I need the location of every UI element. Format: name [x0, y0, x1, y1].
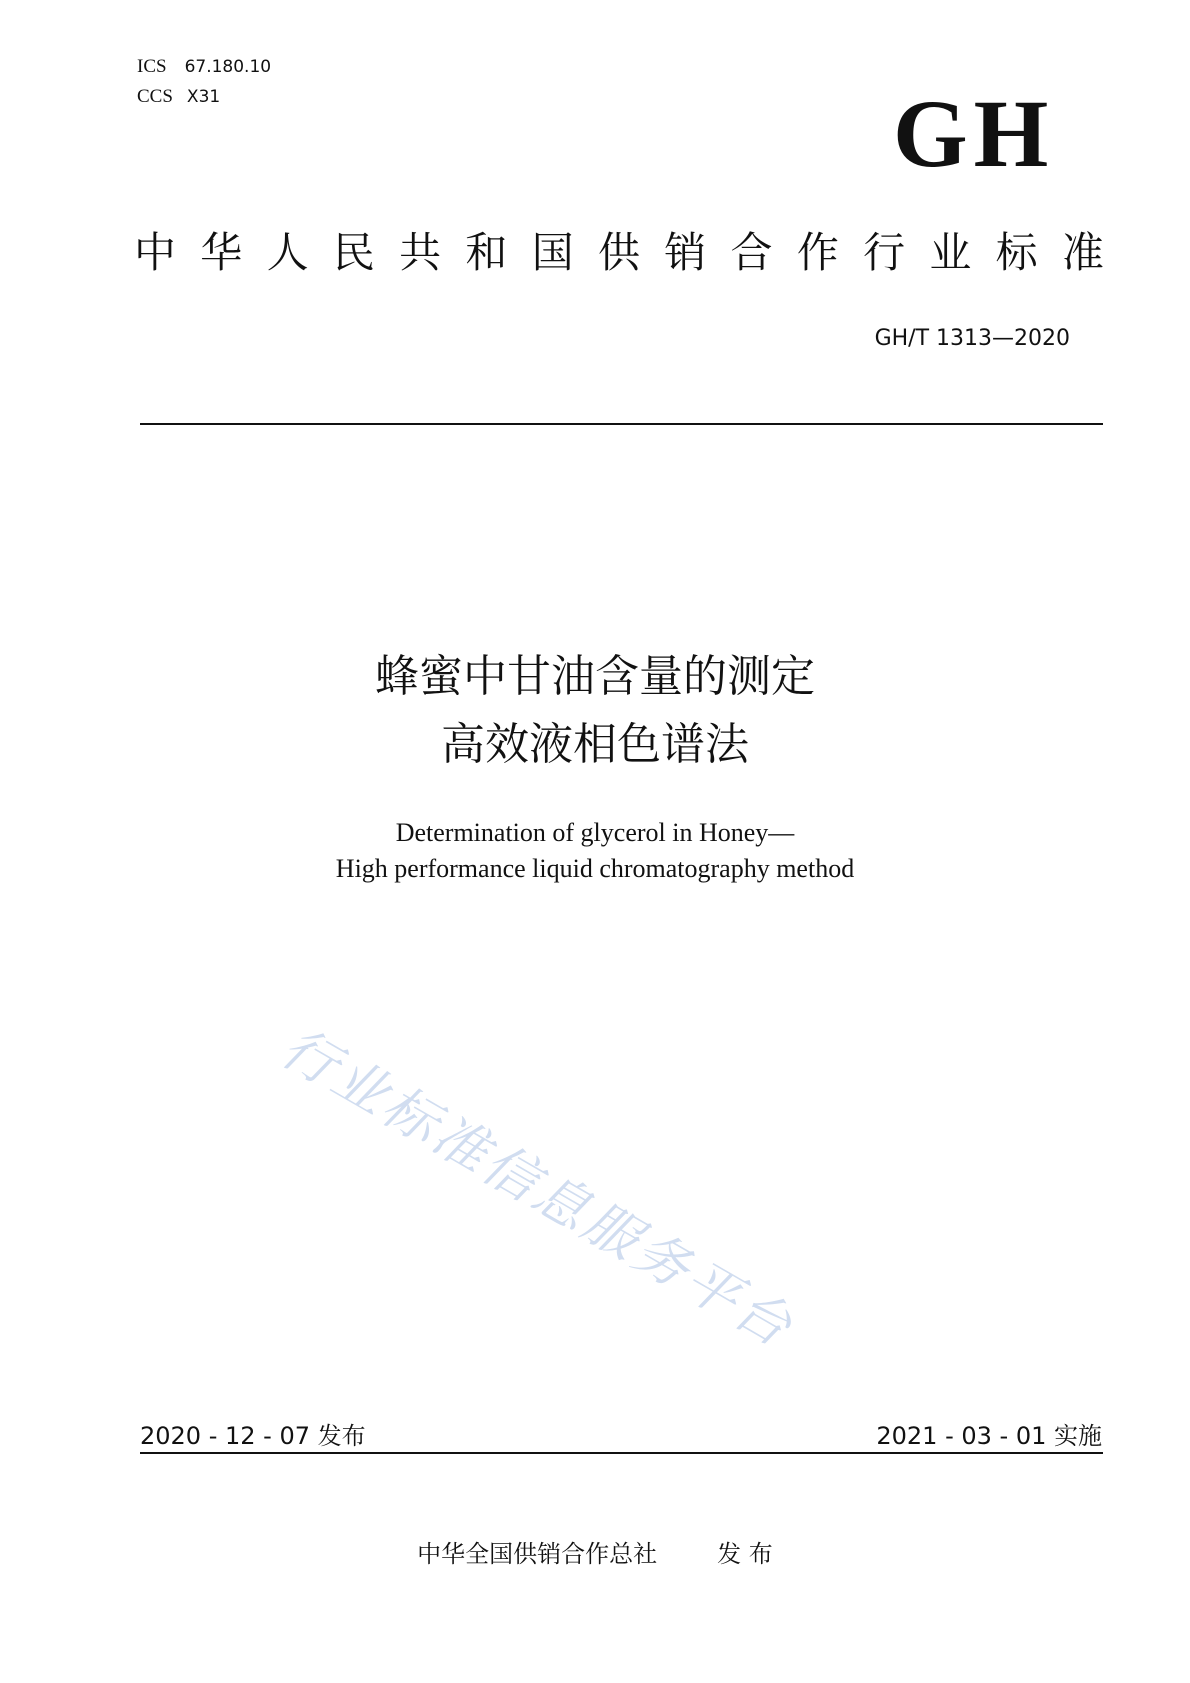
- standard-title-char: 和: [465, 228, 508, 277]
- issue-date-line: [140, 1416, 366, 1451]
- standard-title-char: 销: [664, 228, 707, 277]
- standard-title-char: 国: [531, 228, 574, 277]
- gh-logo: GH: [893, 80, 1055, 187]
- implement-date-line: [876, 1416, 1102, 1451]
- title-cn-line1: 蜂蜜中甘油含量的测定: [375, 651, 815, 702]
- standard-title-char: 共: [399, 228, 442, 277]
- ics-line: [137, 56, 271, 78]
- standard-category-title: [134, 228, 1104, 277]
- standard-title-char: 作: [796, 228, 839, 277]
- title-en-line1: Determination of glycerol in Honey—: [395, 818, 795, 847]
- standard-title-char: 行: [863, 228, 906, 277]
- standard-title-char: 人: [266, 228, 309, 277]
- standard-title-char: 中: [134, 228, 177, 277]
- issue-label: 发布: [317, 1422, 366, 1450]
- standard-title-char: 华: [200, 228, 243, 277]
- title-cn-line2: 高效液相色谱法: [441, 719, 749, 770]
- issue-date: 2020 - 12 - 07: [140, 1422, 310, 1450]
- standard-title-char: 供: [597, 228, 640, 277]
- ics-label: ICS: [137, 56, 167, 77]
- standard-title-char: 民: [332, 228, 375, 277]
- standard-title-char: 标: [995, 228, 1038, 277]
- standard-title-char: 合: [730, 228, 773, 277]
- ccs-line: [137, 86, 220, 108]
- ccs-value: X31: [186, 87, 221, 107]
- ics-value: 67.180.10: [184, 57, 272, 77]
- standard-title-char: 业: [929, 228, 972, 277]
- footer-divider: [140, 1452, 1103, 1454]
- watermark: 行业标准信息服务平台: [271, 1015, 805, 1361]
- standard-title-char: 准: [1061, 228, 1104, 277]
- implement-date: 2021 - 03 - 01: [876, 1422, 1047, 1450]
- standard-code: GH/T 1313—2020: [874, 326, 1070, 351]
- publisher-name: 中华全国供销合作总社: [417, 1540, 658, 1568]
- publisher-line: [0, 1534, 1190, 1569]
- implement-label: 实施: [1054, 1422, 1102, 1450]
- header-divider: [140, 423, 1103, 425]
- publisher-action: 发 布: [717, 1540, 773, 1568]
- ccs-label: CCS: [137, 86, 173, 107]
- title-en-line2: High performance liquid chromatography method: [335, 854, 855, 883]
